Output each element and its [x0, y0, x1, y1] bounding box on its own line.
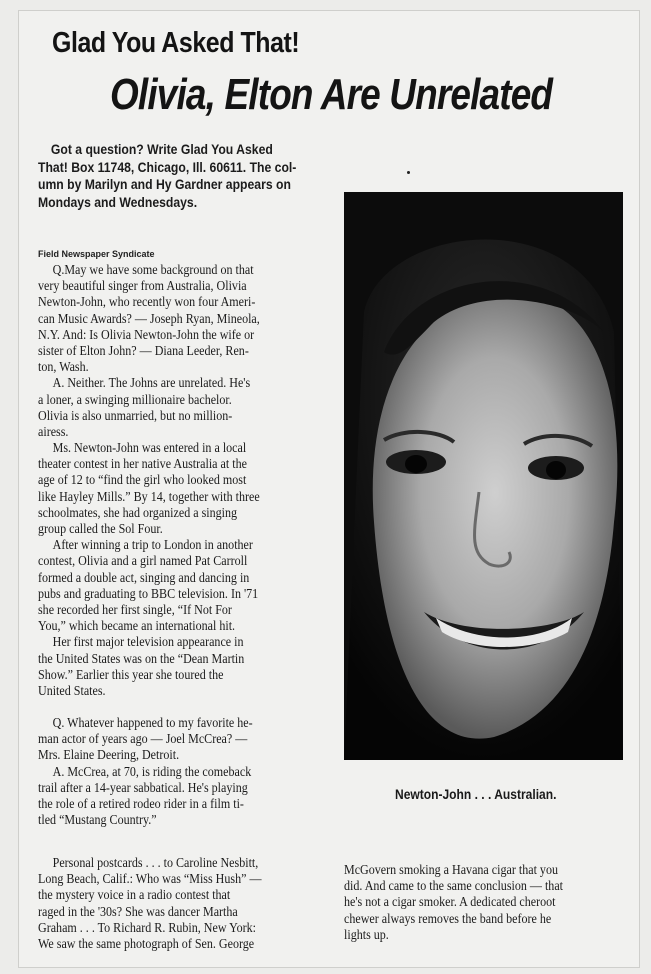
article-line: A. McCrea, at 70, is riding the comeback: [52, 764, 252, 780]
article-line: airess.: [38, 424, 69, 440]
article-line: raged in the '30s? She was dancer Martha: [38, 904, 238, 920]
article-line: Mrs. Elaine Deering, Detroit.: [38, 748, 180, 764]
article-line: Long Beach, Calif.: Who was “Miss Hush” —: [38, 872, 262, 888]
article-line: Q. Whatever happened to my favorite he-: [52, 716, 253, 731]
article-line: Show.” Earlier this year she toured the: [38, 667, 224, 683]
article-line: A. Neither. The Johns are unrelated. He's: [52, 376, 251, 392]
article-line: lights up.: [344, 927, 389, 943]
article-line: chewer always removes the band before he: [344, 911, 552, 927]
article-line: Q.May we have some background on that: [52, 263, 254, 278]
intro-line: Mondays and Wednesdays.: [38, 194, 198, 211]
article-line: group called the Sol Four.: [38, 522, 163, 537]
article-line: contest, Olivia and a girl named Pat Carroll: [38, 554, 248, 570]
photo-caption: Newton-John . . . Australian.: [395, 786, 557, 802]
intro-line: umn by Marilyn and Hy Gardner appears on: [38, 177, 291, 193]
article-line: she recorded her first single, “If Not For: [38, 602, 232, 618]
print-speck: [407, 171, 410, 174]
article-line: tled “Mustang Country.”: [38, 813, 157, 829]
article-line: a loner, a swinging millionaire bachelor.: [38, 392, 232, 408]
article-line: Olivia is also unmarried, but no million-: [38, 408, 233, 424]
article-line: After winning a trip to London in another: [52, 538, 253, 554]
article-line: McGovern smoking a Havana cigar that you: [344, 863, 558, 878]
article-line: Graham . . . To Richard R. Rubin, New York:: [38, 920, 256, 936]
intro-line: That! Box 11748, Chicago, Ill. 60611. The col-: [38, 159, 297, 176]
article-line: very beautiful singer from Australia, Olivia: [38, 279, 247, 295]
article-column-postcards: [38, 856, 338, 953]
article-line: the mystery voice in a radio contest that: [38, 888, 231, 904]
article-line: can Music Awards? — Joseph Ryan, Mineola,: [38, 311, 260, 327]
article-line: sister of Elton John? — Diana Leeder, Ren-: [38, 343, 249, 359]
article-line: theater contest in her native Australia at the: [38, 457, 247, 473]
portrait-image: [344, 192, 623, 760]
article-line: like Hayley Mills.” By 14, together with three: [38, 489, 260, 505]
article-line: age of 12 to “find the girl who looked most: [38, 473, 247, 489]
column-kicker: Glad You Asked That!: [52, 27, 300, 59]
article-line: Ms. Newton-John was entered in a local: [52, 441, 247, 457]
article-line: Her first major television appearance in: [52, 635, 244, 651]
intro-paragraph: [38, 142, 338, 212]
syndicate-credit: Field Newspaper Syndicate: [38, 249, 155, 259]
intro-line: Got a question? Write Glad You Asked: [50, 142, 273, 158]
article-line: did. And came to the same conclusion — that: [344, 879, 564, 895]
article-line: man actor of years ago — Joel McCrea? —: [38, 732, 248, 748]
article-line: You,” which became an international hit.: [38, 619, 236, 635]
article-line: he's not a cigar smoker. A dedicated cheroot: [344, 895, 556, 911]
portrait-photo: [344, 192, 623, 760]
article-line: formed a double act, singing and dancing in: [38, 570, 250, 586]
headline: Olivia, Elton Are Unrelated: [110, 70, 553, 119]
article-line: United States.: [38, 683, 106, 699]
article-line: ton, Wash.: [38, 360, 89, 376]
article-line: the role of a retired rodeo rider in a film ti-: [38, 796, 244, 812]
article-line: trail after a 14-year sabbatical. He's playing: [38, 780, 248, 796]
article-line: Personal postcards . . . to Caroline Nesbitt,: [52, 856, 259, 871]
article-line: N.Y. And: Is Olivia Newton-John the wife or: [38, 327, 255, 343]
article-column-second-question: [38, 716, 338, 829]
article-line: the United States was on the “Dean Martin: [38, 651, 245, 667]
article-line: Newton-John, who recently won four Ameri-: [38, 295, 256, 311]
article-line: pubs and graduating to BBC television. In '71: [38, 586, 259, 602]
article-column-main: [38, 263, 338, 700]
article-column-continuation: [344, 863, 634, 944]
article-line: schoolmates, she had organized a singing: [38, 505, 238, 521]
article-line: We saw the same photograph of Sen. George: [38, 936, 255, 952]
